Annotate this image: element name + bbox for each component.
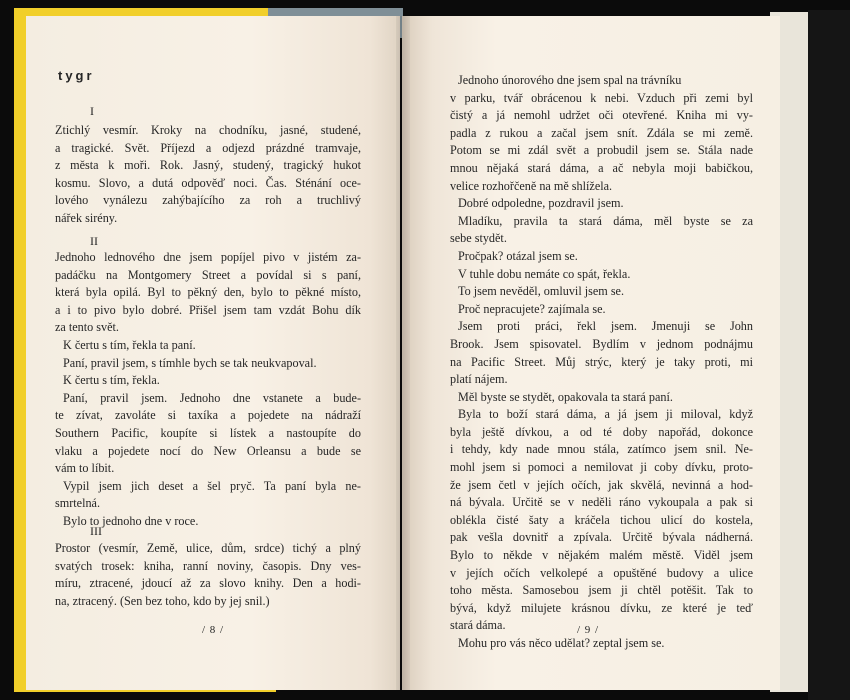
page-text: [450, 72, 753, 653]
text-line: z města k moři. Rok. Jasný, studený, tragický hukot: [55, 158, 361, 173]
section-numeral: I: [90, 104, 94, 118]
page-number: / 9 /: [577, 624, 600, 636]
text-line: Jednoho únorového dne jsem spal na trávníku: [458, 73, 682, 87]
text-line: sebe stydět.: [450, 231, 507, 246]
text-line: bývá, když milujete krásnou dívku, ze které je teď: [450, 600, 753, 615]
section-text: [55, 540, 361, 610]
section-text: [55, 122, 361, 228]
text-line: padáčku na Montgomery Street a povídal si s paní,: [55, 267, 361, 282]
section-text: [55, 249, 361, 531]
text-line: Bylo to někde v nějakém malém městě. Viděl jsem: [450, 548, 753, 563]
text-line: platí nájem.: [450, 372, 508, 387]
text-line: pak vešla dovnitř a zpívala. Určitě bývala nádherná.: [450, 530, 753, 545]
text-line: mnou nějaká stará dáma, a ač nebyla moji babičkou,: [450, 160, 753, 175]
text-line: ná bývala. Určitě se v neděli ráno vykoupala a pak si: [450, 495, 753, 510]
text-line: Southern Pacific, koupíte si lístek a nastoupíte do: [55, 425, 361, 440]
book-gutter-shadow: [396, 16, 410, 690]
text-line: byla ještě dívkou, a od té doby napořád, dokonce: [450, 424, 753, 439]
text-line: Jednoho lednového dne jsem popíjel pivo v jistém za-: [55, 250, 361, 264]
text-line: te zívat, zavoláte si taxíka a pojedete na nádraží: [55, 408, 361, 423]
text-line: nářek sirény.: [55, 210, 118, 225]
text-line: Prostor (vesmír, Země, ulice, dům, srdce) tichý a plný: [55, 541, 361, 555]
text-line: a tragické. Svět. Příjezd a odjezd prázdné tramvaje,: [55, 140, 361, 155]
text-line: čistý a já nemohl udržet oči otevřené. Kniha mi vy-: [450, 108, 753, 123]
text-line: v jejích očích velkolepé a opuštěné budovy a ulice: [450, 565, 753, 580]
text-line: Mladíku, pravila ta stará dáma, měl byste se za: [458, 213, 753, 228]
text-line: mohl jsem si pomoci a nemilovat ji coby dívku, proto-: [450, 460, 753, 475]
text-line: padla z rukou a začal jsem snít. Zdála se mi země.: [450, 125, 753, 140]
text-line: svatých trosek: kniha, ranní noviny, časopis. Dny ves-: [55, 558, 361, 573]
text-line: Byla to boží stará dáma, a já jsem ji miloval, když: [458, 407, 753, 422]
text-line: Bylo to jednoho dne v roce.: [63, 513, 199, 528]
text-line: Ztichlý vesmír. Kroky na chodníku, jasné, studené,: [55, 123, 361, 137]
text-line: Proč nepracujete? zajímala se.: [458, 301, 606, 316]
text-line: vám to líbit.: [55, 461, 115, 476]
page-number: / 8 /: [202, 624, 225, 636]
text-line: lového vynálezu zahýbajícího za roh a truchlivý: [55, 193, 361, 208]
text-line: že jsem četl v jejích očích, jak skvělá, nevinná a hod-: [450, 477, 753, 492]
section-numeral: III: [90, 524, 102, 538]
text-line: To jsem nevěděl, omluvil jsem se.: [458, 284, 625, 299]
text-line: Měl byste se stydět, opakovala ta stará paní.: [458, 389, 673, 404]
text-line: Vypil jsem jich deset a šel pryč. Ta paní byla ne-: [63, 478, 361, 493]
text-line: na Pacific Street. Můj strýc, který je taky proti, mi: [450, 354, 753, 369]
text-line: stará dáma.: [450, 618, 506, 633]
text-line: za tento svět.: [55, 320, 119, 335]
text-line: Potom se mi zdál svět a probudil jsem se. Stála nade: [450, 143, 753, 158]
text-line: která byla opilá. Byl to pěkný den, bylo to pěkné místo,: [55, 285, 361, 300]
text-line: K čertu s tím, řekla.: [63, 373, 160, 388]
text-line: v parku, tvář obrácenou k nebi. Vzduch při zemi byl: [450, 90, 753, 105]
text-line: Mohu pro vás něco udělat? zeptal jsem se.: [458, 636, 665, 650]
left-page: [26, 16, 400, 690]
dark-background-edge: [808, 10, 850, 700]
text-line: K čertu s tím, řekla ta paní.: [63, 337, 196, 352]
text-line: kosmu. Slovo, a dutá odpověď noci. Čas. Sténání oce-: [55, 175, 361, 190]
section-numeral: II: [90, 234, 98, 248]
text-line: toho města. Samosebou jsem ji chtěl potěšit. Tak to: [450, 583, 753, 598]
right-page: [402, 16, 780, 690]
text-line: oblékla čisté šaty a kráčela tichou ulicí do kostela,: [450, 512, 753, 527]
text-line: Brook. Jsem spisovatel. Bydlím v jednom podnájmu: [450, 336, 753, 351]
text-line: Paní, pravil jsem, s tímhle bych se tak neukvapoval.: [63, 355, 317, 370]
text-line: na, ztracený. (Sen bez toho, kdo by jej snil.): [55, 593, 270, 608]
text-line: Paní, pravil jsem. Jednoho dne vstanete a bude-: [63, 390, 361, 405]
chapter-title: tygr: [58, 68, 95, 83]
text-line: i tehdy, kdy nade mnou stála, zatímco jsem snil. Ne-: [450, 442, 753, 457]
text-line: Dobré odpoledne, pozdravil jsem.: [458, 196, 624, 211]
text-line: a i to pivo bylo dobré. Přišel jsem tam vzdát Bohu dík: [55, 302, 361, 317]
text-line: vlaku a pojedete nocí do New Orleansu a bude se: [55, 443, 361, 458]
text-line: smrtelná.: [55, 496, 101, 511]
text-line: velice rozhořčeně na mě shlížela.: [450, 178, 613, 193]
text-line: V tuhle dobu nemáte co spát, řekla.: [458, 266, 631, 281]
text-line: míru, ztracené, jdoucí až za slovo knihy. Den a hodi-: [55, 576, 361, 591]
text-line: Pročpak? otázal jsem se.: [458, 248, 578, 263]
text-line: Jsem proti práci, řekl jsem. Jmenuji se John: [458, 319, 753, 334]
